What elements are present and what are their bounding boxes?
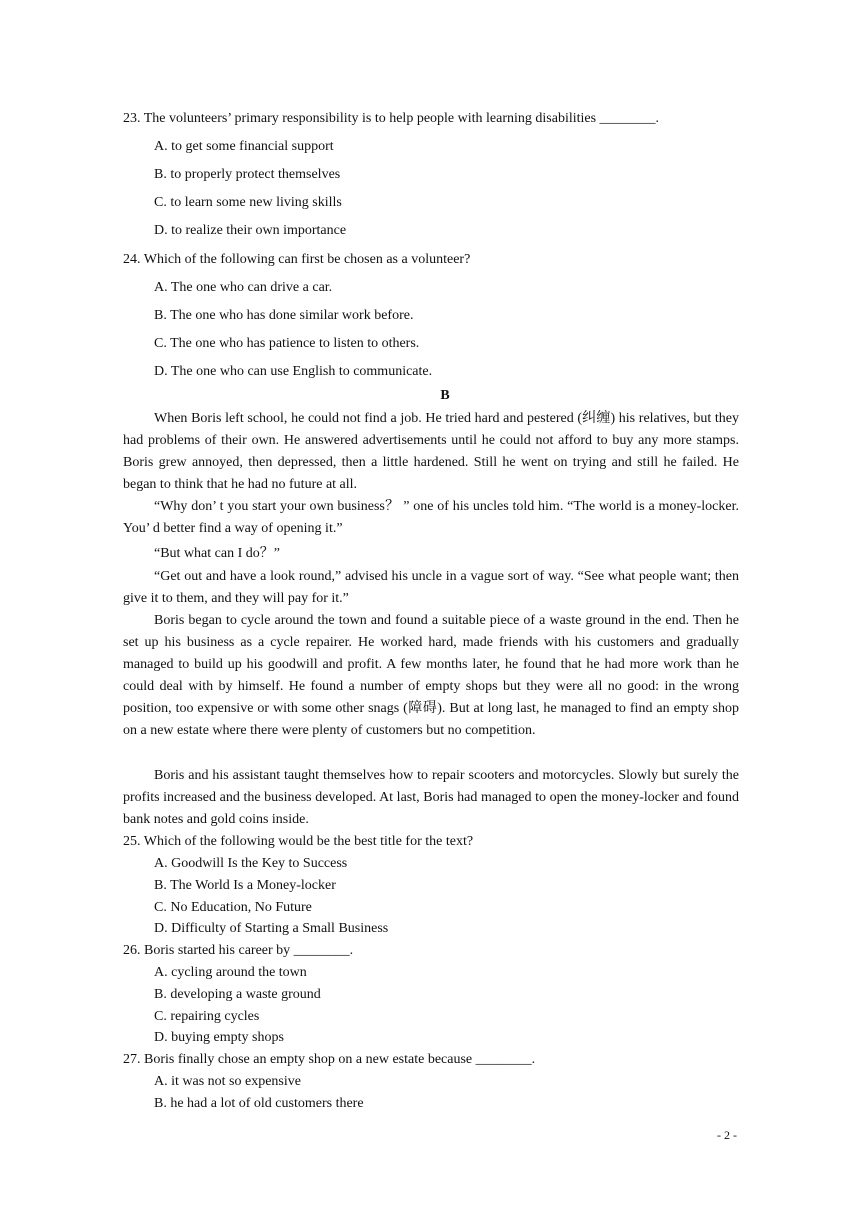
question-27-stem: 27. Boris finally chose an empty shop on a new estate because ________. — [123, 1052, 536, 1067]
question-24-option-a: A. The one who can drive a car. — [154, 280, 333, 295]
question-23-option-c: C. to learn some new living skills — [154, 195, 342, 210]
question-24-stem: 24. Which of the following can first be chosen as a volunteer? — [123, 252, 471, 267]
question-23-option-d: D. to realize their own importance — [154, 223, 347, 238]
passage-paragraph-6: Boris and his assistant taught themselves how to repair scooters and motorcycles. Slowly but surely the profits increased and the business developed. At last, Boris had managed to open the money-locker and found bank notes and gold coins inside. — [123, 768, 739, 827]
passage-paragraph-3: “But what can I do？” — [154, 546, 280, 561]
passage-paragraph-1: When Boris left school, he could not find a job. He tried hard and pestered (纠缠) his relatives, but they had problems of their own. He answered advertisements until he could not afford to buy any more stamps. Boris grew annoyed, then depressed, then a little hardened. Still he went on trying and still he failed. He began to think that he had no future at all. — [123, 411, 739, 492]
question-23-option-a: A. to get some financial support — [154, 139, 334, 154]
question-24-option-d: D. The one who can use English to communicate. — [154, 364, 433, 379]
passage-paragraph-5: Boris began to cycle around the town and found a suitable piece of a waste ground in the end. Then he set up his business as a cycle repairer. He worked hard, made friends with his customers and gradually managed to build up his goodwill and profit. A few months later, he found that he had more work than he could deal with by himself. He found a number of empty shops but they were all no good: in the wrong position, too expensive or with some other snags (障碍). But at long last, he managed to find an empty shop on a new estate where there were plenty of customers but no competition. — [123, 613, 739, 738]
question-23-option-b: B. to properly protect themselves — [154, 167, 341, 182]
page-number: - 2 - — [717, 1128, 737, 1142]
question-25-option-a: A. Goodwill Is the Key to Success — [154, 856, 348, 871]
question-26-option-d: D. buying empty shops — [154, 1030, 284, 1045]
question-23-stem: 23. The volunteers’ primary responsibility is to help people with learning disabilities ________. — [123, 111, 660, 126]
question-25-stem: 25. Which of the following would be the best title for the text? — [123, 834, 474, 849]
question-26-stem: 26. Boris started his career by ________. — [123, 943, 354, 958]
passage-paragraph-4: “Get out and have a look round,” advised his uncle in a vague sort of way. “See what people want; then give it to them, and they will pay for it.” — [123, 569, 739, 606]
question-24-option-c: C. The one who has patience to listen to others. — [154, 336, 420, 351]
question-24-option-b: B. The one who has done similar work before. — [154, 308, 414, 323]
question-27-option-b: B. he had a lot of old customers there — [154, 1096, 364, 1111]
question-26-option-b: B. developing a waste ground — [154, 987, 321, 1002]
question-25-option-b: B. The World Is a Money-locker — [154, 878, 336, 893]
question-25-option-d: D. Difficulty of Starting a Small Business — [154, 921, 389, 936]
section-b-heading: B — [440, 388, 450, 403]
question-25-option-c: C. No Education, No Future — [154, 900, 312, 915]
question-27-option-a: A. it was not so expensive — [154, 1074, 301, 1089]
question-26-option-c: C. repairing cycles — [154, 1009, 260, 1024]
passage-paragraph-2: “Why don’ t you start your own business？ ” one of his uncles told him. “The world is a money-locker. You’ d better find a way of opening it.” — [123, 499, 739, 536]
question-26-option-a: A. cycling around the town — [154, 965, 307, 980]
